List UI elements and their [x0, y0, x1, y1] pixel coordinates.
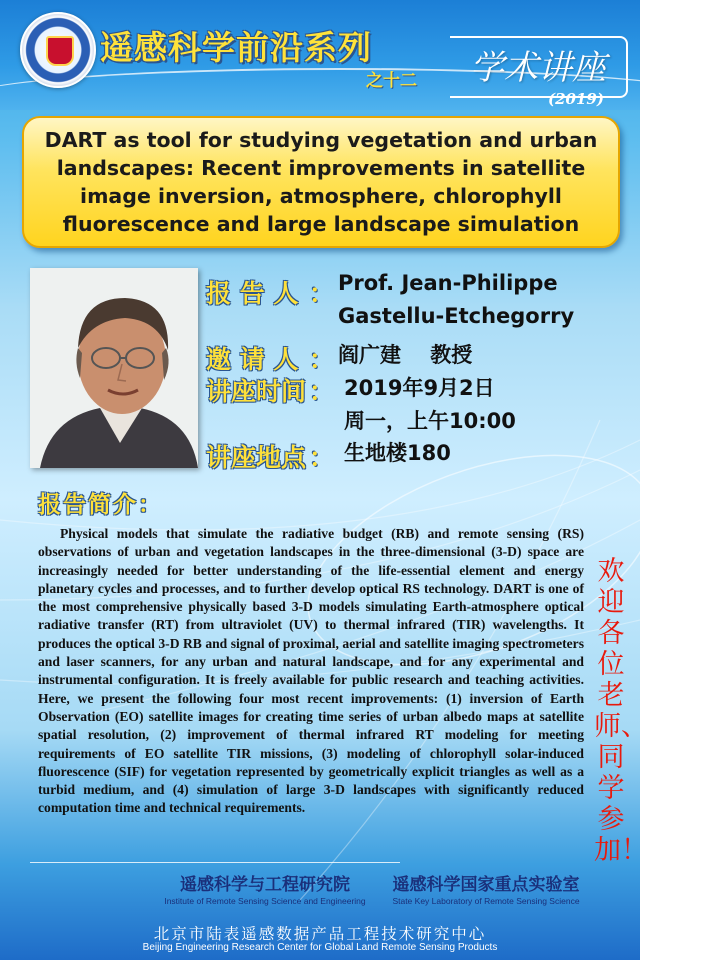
lab-name-cn: 遥感科学国家重点实验室 [392, 875, 580, 895]
speaker-label: 报 告 人 [206, 279, 299, 308]
research-center-en: Beijing Engineering Research Center for Global Land Remote Sensing Products [142, 942, 498, 953]
speaker-photo [30, 268, 198, 468]
institute-block [150, 870, 380, 906]
lecture-year: (2019) [548, 90, 604, 108]
speaker-portrait [30, 268, 198, 468]
abstract-heading: 报告简介： [38, 491, 163, 518]
host-name: 阎广建 教授 [338, 343, 473, 367]
location-colon: ： [309, 443, 335, 472]
speaker-name-line2: Gastellu-Etchegorry [338, 304, 575, 328]
speaker-colon: ： [309, 279, 335, 308]
abstract-text: Physical models that simulate the radiative budget (RB) and remote sensing (RS) observations of urban and vegetation landscapes in the three-dimensional (3-D) space are increasingly needed for better understanding of the life-essential element and energy planetary cycles and processes, and to further develop optical RS technology. DART is one of the most comprehensive physically based 3-D models simulating Earth-atmosphere optical radiative transfer (RT) from ultraviolet (UV) to thermal infrared (TIR) wavelengths. It produces the optical 3-D RB and signal of proximal, aerial and satellite imaging spectrometers and laser scanners, for any urban and natural landscape, and for any experimental and instrumental configuration. It is freely available for public research and teaching activities. Here, we present the following four most recent improvements: (1) inversion of Earth Observation (EO) satellite images for creating time series of urban albedo maps at satellite spatial resolution, (2) improvement of thermal infrared RT modeling for meeting requirements of EO satellite TIR missions, (3) modeling of chlorophyll solar-induced fluorescence (SIF) for vegetation represented by geometrically explicit triangles as well as a turbid medium, and (4) simulation of large 3-D landscapes with significantly reduced computation time and technical requirements. [38, 526, 584, 816]
location-label: 讲座地点 [206, 443, 307, 472]
lab-name-en: State Key Laboratory of Remote Sensing Science [392, 896, 580, 906]
time-day: 周一，上午10:00 [344, 409, 516, 433]
talk-title: DART as tool for studying vegetation and urban landscapes: Recent improvements in satellite image inversion, atmosphere, chlorophyll fluorescence and large landscape simulation [44, 128, 598, 236]
series-title: 遥感科学前沿系列 [100, 28, 372, 67]
time-date: 2019年9月2日 [344, 376, 495, 400]
host-label: 邀 请 人 [206, 345, 299, 374]
footer-divider [30, 862, 400, 863]
university-logo [20, 12, 96, 88]
talk-title-box [22, 116, 620, 248]
time-colon: ： [309, 377, 335, 406]
series-number: 之十二 [366, 71, 417, 91]
speaker-name-line1: Prof. Jean-Philippe [338, 271, 558, 295]
research-center-cn: 北京市陆表遥感数据产品工程技术研究中心 [153, 925, 487, 943]
lab-block [376, 870, 596, 906]
location-value: 生地楼180 [344, 441, 451, 465]
logo-shield-icon [46, 36, 74, 66]
time-label: 讲座时间 [206, 377, 307, 406]
host-colon: ： [309, 345, 335, 374]
institute-name-cn: 遥感科学与工程研究院 [180, 875, 350, 895]
welcome-message: 欢迎各位老师、同学参加！ [594, 556, 648, 866]
lecture-label: 学术讲座 [470, 48, 606, 88]
institute-name-en: Institute of Remote Sensing Science and Engineering [164, 896, 366, 906]
